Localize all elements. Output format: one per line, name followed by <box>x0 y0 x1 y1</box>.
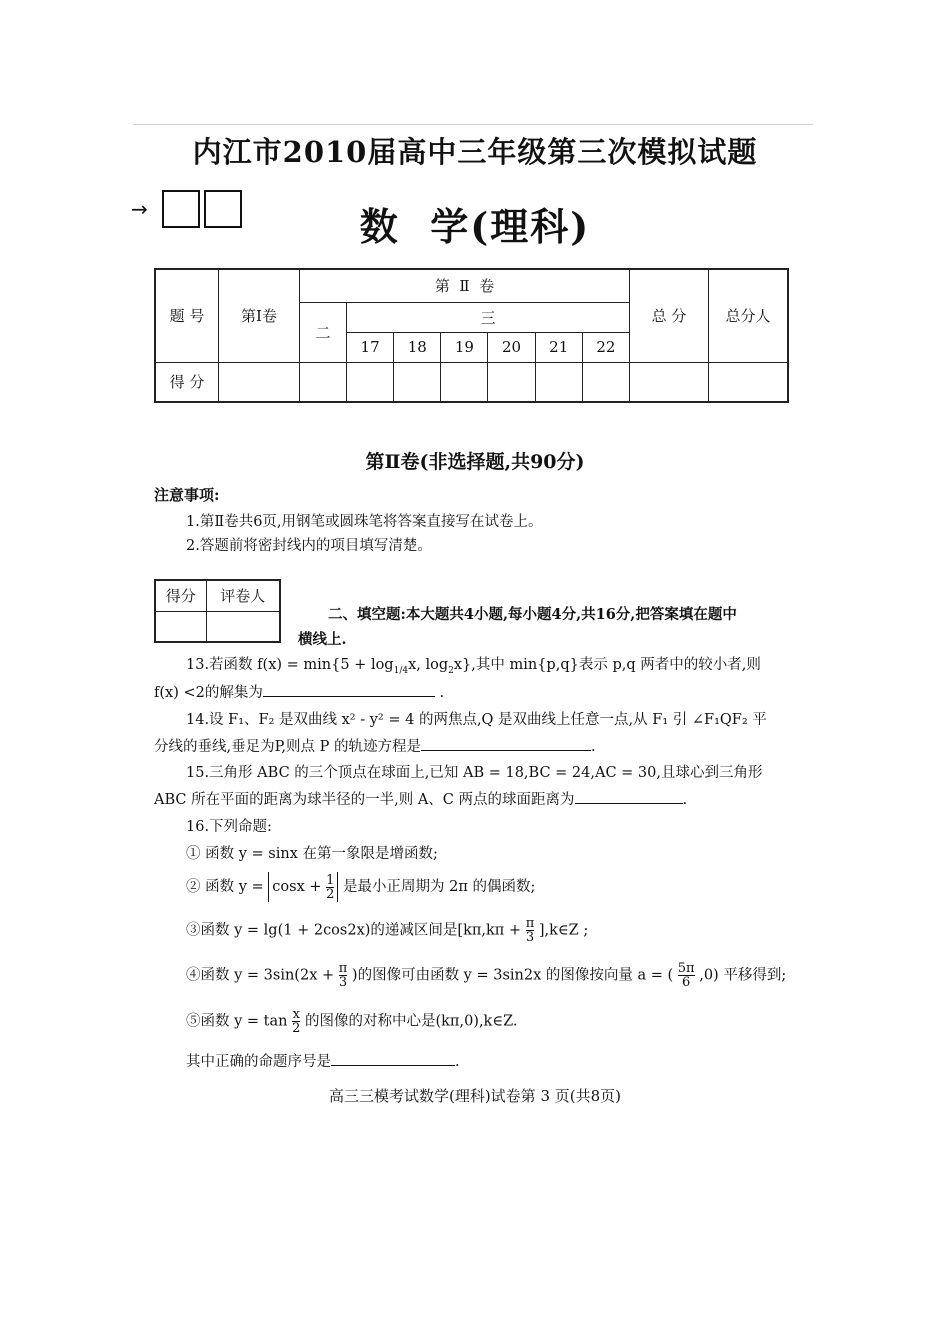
answer-blank-14[interactable] <box>421 736 591 751</box>
score-table <box>154 268 789 403</box>
question-14-cont: 分线的垂线,垂足为P,则点 P 的轨迹方程是 . <box>154 735 596 756</box>
question-13: 13.若函数 $f(x) = \min\{5 + \log_{1/4}x$, $\log_2x$},其中 min{p,q}表示 p,q 两者中的较小者,则 <box>186 657 761 676</box>
section-heading: 第Ⅱ卷(非选择题,共90分) <box>365 451 585 473</box>
col-q17: 17 <box>347 332 394 362</box>
grader-reviewer-label: 评卷人 <box>206 580 280 611</box>
notice-title: 注意事项: <box>154 486 220 504</box>
arrow-icon: → <box>131 197 148 221</box>
answer-line-16: 其中正确的命题序号是 . <box>186 1050 460 1071</box>
answer-blank-16[interactable] <box>331 1051 455 1066</box>
proposition-5: ⑤函数 y = tan $\frac{x}{2}$ 的图像的对称中心是(kπ,0),k∈Z. <box>186 1007 518 1036</box>
question-14: 14.设 F₁、F₂ 是双曲线 x² - y² = 4 的两焦点,Q 是双曲线上任意一点,从 F₁ 引 ∠F₁QF₂ 平 <box>186 712 767 728</box>
label-question-number: 题 号 <box>155 269 219 362</box>
score-cell[interactable] <box>347 362 394 402</box>
notice-item: 1.第Ⅱ卷共6页,用钢笔或圆珠笔将答案直接写在试卷上。 <box>186 514 543 530</box>
score-cell[interactable] <box>300 362 347 402</box>
proposition-4: ④函数 y = 3sin(2x + $\frac{\pi}{3}$ )的图像可由函数 y = 3sin2x 的图像按向量 a = ( $\frac{5\pi}{6}$ ,0) 平移得到; <box>186 961 787 990</box>
notice-item: 2.答题前将密封线内的项目填写清楚。 <box>186 538 432 554</box>
proposition-2: ② 函数 y = cosx + $\frac{1}{2}$ 是最小正周期为 2π 的偶函数; <box>186 872 536 902</box>
col-part-one: 第Ⅰ卷 <box>219 269 300 362</box>
label-score: 得 分 <box>155 362 219 402</box>
subject-title: 数 学(理科) <box>359 204 591 249</box>
score-cell[interactable] <box>709 362 789 402</box>
col-section-three: 三 <box>347 302 630 332</box>
question-15-cont: ABC 所在平面的距离为球半径的一半,则 A、C 两点的球面距离为 . <box>154 788 687 809</box>
grader-reviewer-cell[interactable] <box>206 611 280 642</box>
score-cell[interactable] <box>219 362 300 402</box>
score-cell[interactable] <box>535 362 582 402</box>
exam-title: 内江市2010届高中三年级第三次模拟试题 <box>192 135 758 169</box>
col-q18: 18 <box>394 332 441 362</box>
col-q20: 20 <box>488 332 535 362</box>
col-section-two: 二 <box>300 302 347 362</box>
answer-blank-13[interactable] <box>263 682 435 697</box>
proposition-3: ③函数 y = lg(1 + 2cos2x)的递减区间是[kπ,kπ + $\frac{\pi}{3}$ ],k∈Z ; <box>186 916 589 945</box>
col-total: 总 分 <box>630 269 709 362</box>
score-cell[interactable] <box>488 362 535 402</box>
score-cell[interactable] <box>630 362 709 402</box>
score-cell[interactable] <box>394 362 441 402</box>
top-rule <box>133 124 813 125</box>
answer-blank-15[interactable] <box>575 789 683 804</box>
col-q21: 21 <box>535 332 582 362</box>
score-cell[interactable] <box>582 362 629 402</box>
grader-table <box>154 579 281 643</box>
col-q22: 22 <box>582 332 629 362</box>
grader-score-cell[interactable] <box>155 611 206 642</box>
grader-score-label: 得分 <box>155 580 206 611</box>
page-footer: 高三三模考试数学(理科)试卷第 3 页(共8页) <box>328 1087 622 1105</box>
question-16: 16.下列命题: <box>186 819 272 835</box>
score-cell[interactable] <box>441 362 488 402</box>
part-two-intro-cont: 横线上. <box>298 631 347 648</box>
question-15: 15.三角形 ABC 的三个顶点在球面上,已知 AB = 18,BC = 24,AC = 30,且球心到三角形 <box>186 765 763 781</box>
col-part-two: 第 Ⅱ 卷 <box>300 269 630 302</box>
col-total-person: 总分人 <box>709 269 789 362</box>
part-two-intro: 二、填空题:本大题共4小题,每小题4分,共16分,把答案填在题中 <box>328 606 737 623</box>
proposition-1: ① 函数 y = sinx 在第一象限是增函数; <box>186 846 438 862</box>
col-q19: 19 <box>441 332 488 362</box>
question-13-cont: f(x) <2的解集为 . <box>154 681 444 702</box>
